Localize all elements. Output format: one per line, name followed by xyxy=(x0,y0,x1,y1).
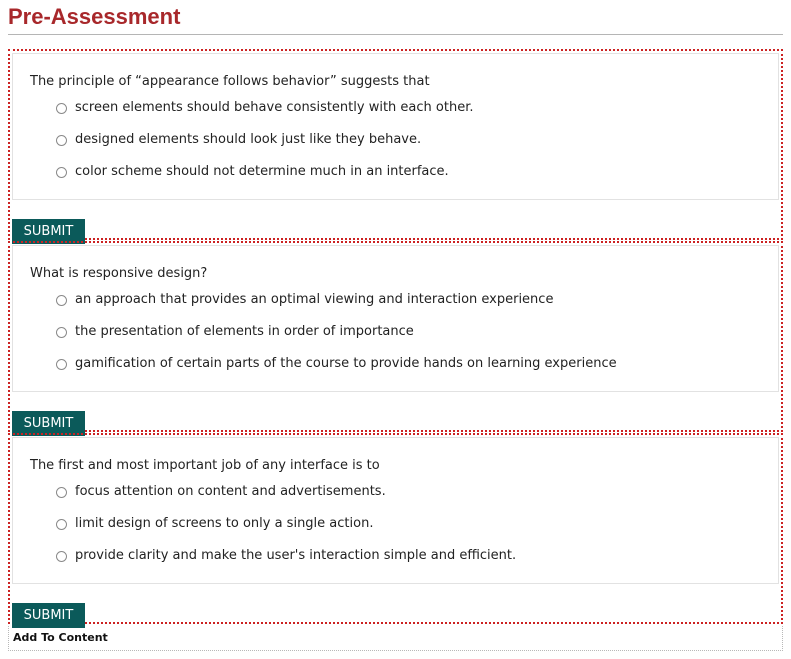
radio-button-icon[interactable] xyxy=(56,327,67,338)
option-label: color scheme should not determine much in an interface. xyxy=(75,164,449,179)
question-block-3 xyxy=(8,433,783,624)
option-label: an approach that provides an optimal viewing and interaction experience xyxy=(75,292,554,307)
option-label: the presentation of elements in order of importance xyxy=(75,324,414,339)
submit-button-1[interactable]: SUBMIT xyxy=(12,219,85,244)
question-2-option-3[interactable] xyxy=(56,356,617,372)
question-3-option-2[interactable] xyxy=(56,516,373,532)
question-3-option-1[interactable] xyxy=(56,484,386,500)
radio-button-icon[interactable] xyxy=(56,295,67,306)
question-prompt-1: The principle of “appearance follows behavior” suggests that xyxy=(30,74,430,89)
question-panel-1 xyxy=(12,53,779,200)
radio-button-icon[interactable] xyxy=(56,487,67,498)
question-block-2 xyxy=(8,241,783,432)
add-to-content-link[interactable]: Add To Content xyxy=(8,626,783,651)
radio-button-icon[interactable] xyxy=(56,519,67,530)
option-label: screen elements should behave consistently with each other. xyxy=(75,100,474,115)
radio-button-icon[interactable] xyxy=(56,167,67,178)
question-prompt-2: What is responsive design? xyxy=(30,266,208,281)
option-label: designed elements should look just like they behave. xyxy=(75,132,422,147)
option-label: gamification of certain parts of the course to provide hands on learning experience xyxy=(75,356,617,371)
question-panel-2 xyxy=(12,245,779,392)
question-1-option-3[interactable] xyxy=(56,164,449,180)
question-panel-3 xyxy=(12,437,779,584)
option-label: limit design of screens to only a single action. xyxy=(75,516,374,531)
submit-button-3[interactable]: SUBMIT xyxy=(12,603,85,628)
question-2-option-2[interactable] xyxy=(56,324,414,340)
option-label: provide clarity and make the user's interaction simple and efficient. xyxy=(75,548,517,563)
question-2-option-1[interactable] xyxy=(56,292,553,308)
question-1-option-2[interactable] xyxy=(56,132,421,148)
option-label: focus attention on content and advertisements. xyxy=(75,484,386,499)
question-3-option-3[interactable] xyxy=(56,548,516,564)
question-block-1 xyxy=(8,49,783,240)
question-1-option-1[interactable] xyxy=(56,100,473,116)
radio-button-icon[interactable] xyxy=(56,135,67,146)
radio-button-icon[interactable] xyxy=(56,551,67,562)
question-prompt-3: The first and most important job of any interface is to xyxy=(30,458,380,473)
page-title: Pre-Assessment xyxy=(8,4,181,29)
title-divider xyxy=(8,34,783,35)
submit-button-2[interactable]: SUBMIT xyxy=(12,411,85,436)
radio-button-icon[interactable] xyxy=(56,359,67,370)
radio-button-icon[interactable] xyxy=(56,103,67,114)
